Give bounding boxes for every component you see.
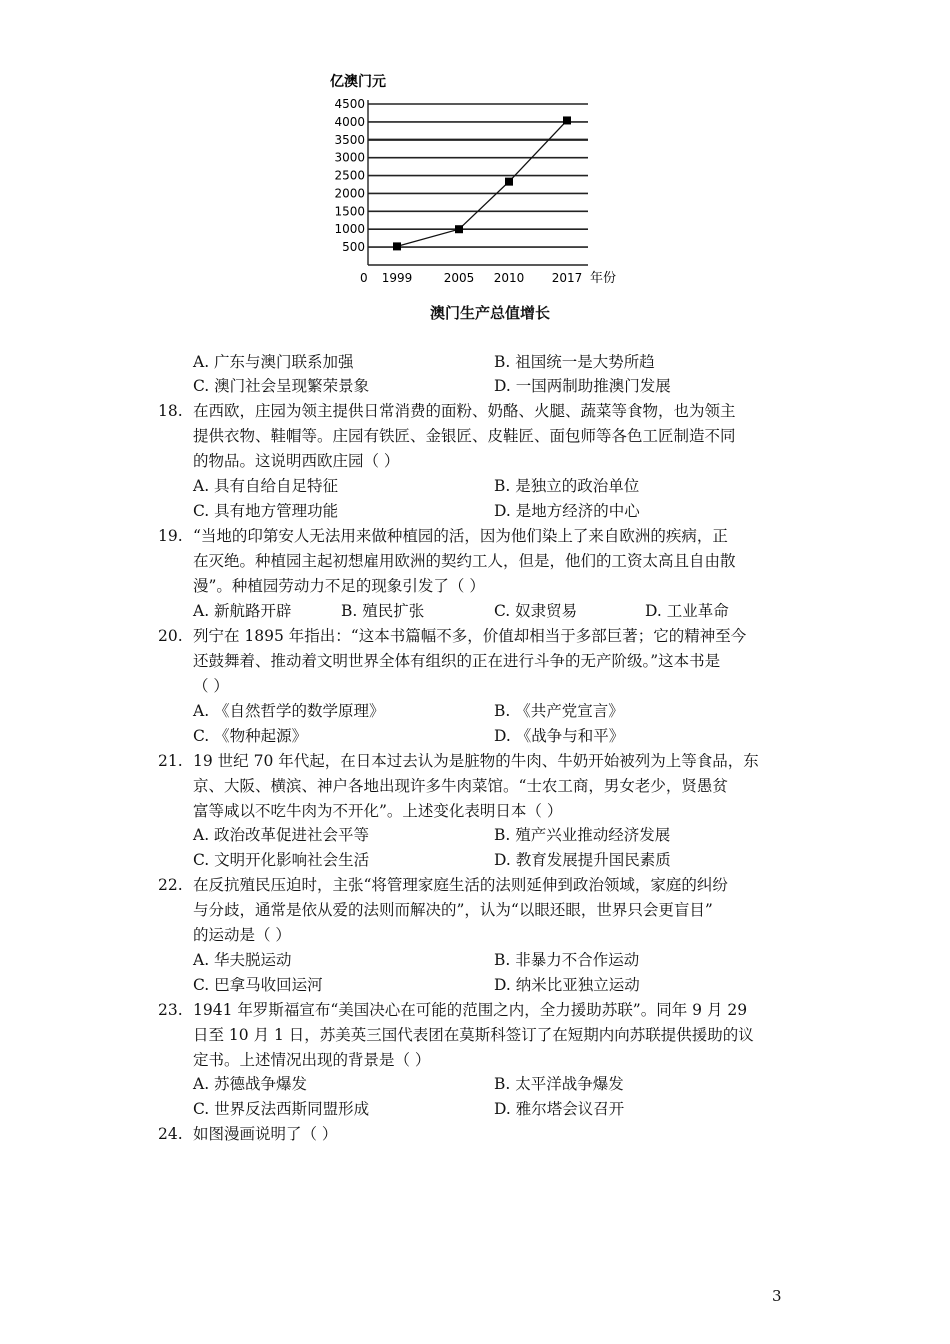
q20-option-a: A. 《自然哲学的数学原理》 — [193, 702, 385, 720]
x-tick-label: 2017 — [551, 271, 583, 285]
data-point-marker — [455, 225, 463, 233]
page-number: 3 — [772, 1287, 782, 1305]
q22-stem-line: 在反抗殖民压迫时，主张“将管理家庭生活的法则延伸到政治领域，家庭的纠纷 — [193, 876, 728, 894]
q19-stem-line: 在灭绝。种植园主起初想雇用欧洲的契约工人，但是，他们的工资太高且自由散 — [193, 552, 736, 570]
y-axis-label: 亿澳门元 — [330, 74, 386, 90]
q24-number: 24. — [158, 1125, 183, 1143]
q22-stem-line: 与分歧，通常是依从爱的法则而解决的”，认为“以眼还眼，世界只会更盲目” — [193, 901, 713, 919]
y-tick-label: 4500 — [334, 97, 365, 111]
q24-stem-line: 如图漫画说明了（ ） — [193, 1125, 338, 1143]
q17-option-a: A. 广东与澳门联系加强 — [193, 353, 354, 371]
q18-option-b: B. 是独立的政治单位 — [494, 477, 640, 495]
q18-stem-line: 的物品。这说明西欧庄园（ ） — [193, 452, 400, 470]
q23-option-a: A. 苏德战争爆发 — [193, 1075, 308, 1093]
q20-option-c: C. 《物种起源》 — [193, 727, 308, 745]
q23-number: 23. — [158, 1001, 183, 1019]
y-tick-label: 1000 — [334, 222, 365, 237]
q22-option-a: A. 华夫脱运动 — [193, 951, 292, 969]
q23-option-d: D. 雅尔塔会议召开 — [494, 1100, 625, 1118]
q20-stem-line: 还鼓舞着、推动着文明世界全体有组织的正在进行斗争的无产阶级。”这本书是 — [193, 652, 721, 670]
q21-option-c: C. 文明开化影响社会生活 — [193, 851, 370, 869]
y-tick-label: 2000 — [334, 186, 365, 201]
q18-option-d: D. 是地方经济的中心 — [494, 502, 640, 520]
q22-stem-line: 的运动是（ ） — [193, 926, 291, 944]
q18-stem-line: 在西欧，庄园为领主提供日常消费的面粉、奶酪、火腿、蔬菜等食物，也为领主 — [193, 402, 736, 420]
q18-option-a: A. 具有自给自足特征 — [193, 477, 339, 495]
y-tick-label: 4000 — [334, 114, 365, 129]
q19-option-a: A. 新航路开辟 — [193, 602, 292, 620]
origin-label: 0 — [360, 271, 368, 285]
q20-number: 20. — [158, 627, 183, 645]
q19-option-b: B. 殖民扩张 — [341, 602, 425, 620]
q23-stem-line: 定书。上述情况出现的背景是（ ） — [193, 1051, 431, 1069]
x-axis-label: 年份 — [590, 271, 617, 286]
x-tick-label: 1999 — [381, 271, 413, 285]
q20-stem-line: 列宁在 1895 年指出：“这本书篇幅不多，价值却相当于多部巨著；它的精神至今 — [193, 627, 747, 645]
q21-stem-line: 19 世纪 70 年代起，在日本过去认为是脏物的牛肉、牛奶开始被列为上等食品，东 — [193, 752, 759, 770]
q21-option-b: B. 殖产兴业推动经济发展 — [494, 826, 671, 844]
q17-option-b: B. 祖国统一是大势所趋 — [494, 353, 655, 371]
q17-option-c: C. 澳门社会呈现繁荣景象 — [193, 377, 370, 395]
q21-stem-line: 京、大阪、横滨、神户各地出现许多牛肉菜馆。“士农工商，男女老少，贤愚贫 — [193, 777, 728, 795]
y-tick-label: 3000 — [334, 150, 365, 165]
q22-option-b: B. 非暴力不合作运动 — [494, 951, 640, 969]
q20-option-d: D. 《战争与和平》 — [494, 727, 625, 745]
q19-stem-line: 漫”。种植园劳动力不足的现象引发了（ ） — [193, 577, 485, 595]
q19-number: 19. — [158, 527, 183, 545]
q18-number: 18. — [158, 402, 183, 420]
gdp-line-chart — [320, 66, 640, 336]
q23-option-b: B. 太平洋战争爆发 — [494, 1075, 624, 1093]
q19-option-d: D. 工业革命 — [645, 602, 729, 620]
q18-option-c: C. 具有地方管理功能 — [193, 502, 339, 520]
q23-option-c: C. 世界反法西斯同盟形成 — [193, 1100, 370, 1118]
chart-plot — [320, 66, 640, 296]
chart-title: 澳门生产总值增长 — [429, 304, 550, 322]
x-tick-label: 2005 — [443, 271, 475, 285]
q22-option-c: C. 巴拿马收回运河 — [193, 976, 323, 994]
y-tick-label: 1500 — [334, 204, 365, 219]
q19-option-c: C. 奴隶贸易 — [494, 602, 578, 620]
q23-stem-line: 1941 年罗斯福宣布“美国决心在可能的范围之内，全力援助苏联”。同年 9 月 29 — [193, 1001, 748, 1019]
data-point-marker — [563, 116, 571, 124]
q20-option-b: B. 《共产党宣言》 — [494, 702, 624, 720]
data-point-marker — [393, 242, 401, 250]
q19-stem-line: “当地的印第安人无法用来做种植园的活，因为他们染上了来自欧洲的疾病，正 — [193, 527, 728, 545]
data-point-marker — [505, 178, 513, 186]
q21-stem-line: 富等咸以不吃牛肉为不开化”。上述变化表明日本（ ） — [193, 802, 563, 820]
q21-number: 21. — [158, 752, 183, 770]
y-tick-label: 3500 — [334, 132, 365, 147]
q21-option-a: A. 政治改革促进社会平等 — [193, 826, 370, 844]
q17-option-d: D. 一国两制助推澳门发展 — [494, 377, 671, 395]
x-tick-label: 2010 — [493, 271, 525, 285]
q22-number: 22. — [158, 876, 183, 894]
q18-stem-line: 提供衣物、鞋帽等。庄园有铁匠、金银匠、皮鞋匠、面包师等各色工匠制造不同 — [193, 427, 736, 445]
y-tick-label: 2500 — [334, 168, 365, 183]
q20-stem-line: （ ） — [193, 677, 229, 695]
q22-option-d: D. 纳米比亚独立运动 — [494, 976, 640, 994]
q23-stem-line: 日至 10 月 1 日，苏美英三国代表团在莫斯科签订了在短期内向苏联提供援助的议 — [193, 1026, 754, 1044]
y-tick-label: 500 — [342, 240, 365, 255]
q21-option-d: D. 教育发展提升国民素质 — [494, 851, 671, 869]
